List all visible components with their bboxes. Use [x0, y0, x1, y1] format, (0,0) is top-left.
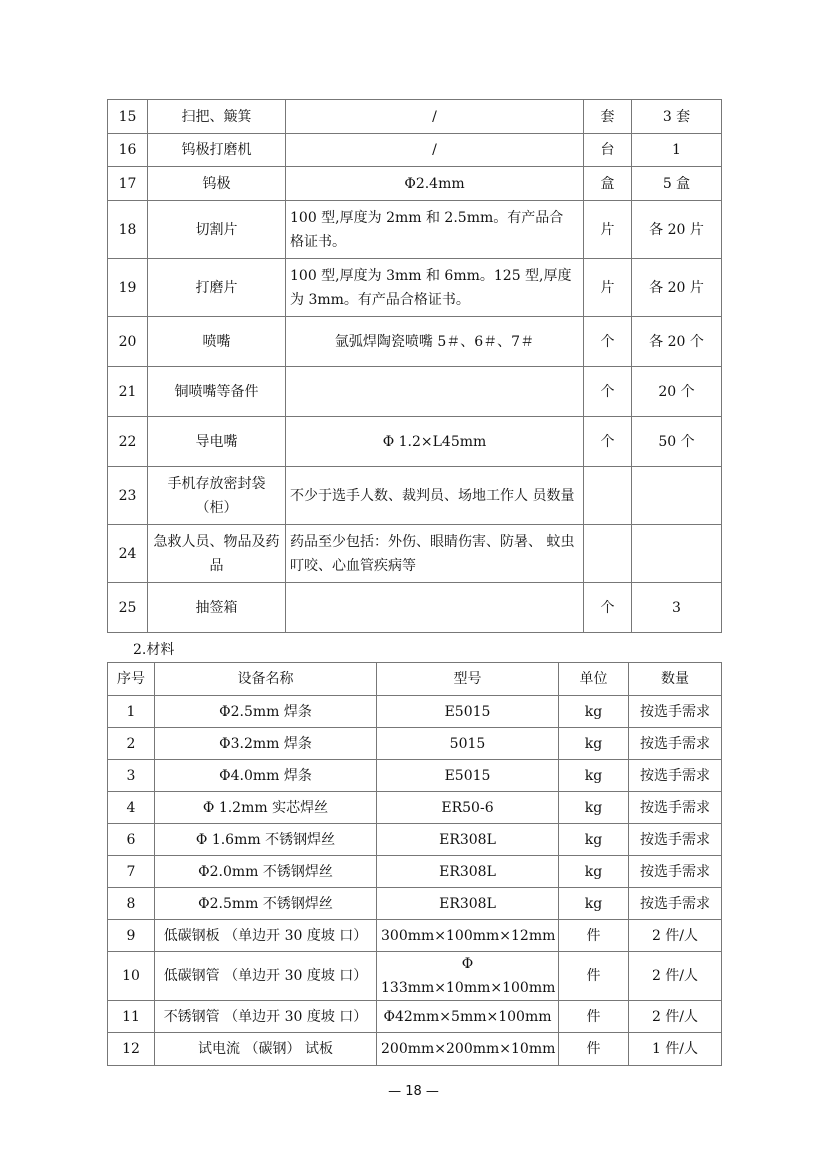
- cell-model: Φ 133mm×10mm×100mm: [377, 952, 559, 1001]
- table-row: [108, 100, 722, 134]
- cell-qty: 按选手需求: [629, 728, 722, 760]
- cell-name: 钨极打磨机: [148, 134, 286, 167]
- cell-no: 10: [108, 952, 155, 1001]
- cell-qty: 5 盒: [632, 167, 722, 201]
- cell-model: ER308L: [377, 824, 559, 856]
- cell-qty: 3: [632, 583, 722, 633]
- cell-qty: 2 件/人: [629, 1001, 722, 1033]
- cell-no: 15: [108, 100, 148, 134]
- cell-name: 打磨片: [148, 259, 286, 317]
- cell-unit: [584, 525, 632, 583]
- cell-name: 急救人员、物品及药品: [148, 525, 286, 583]
- cell-spec: 100 型,厚度为 2mm 和 2.5mm。有产品合 格证书。: [286, 201, 584, 259]
- cell-spec: [286, 583, 584, 633]
- cell-name: Φ 1.2mm 实芯焊丝: [155, 792, 377, 824]
- cell-spec: 不少于选手人数、裁判员、场地工作人 员数量: [286, 467, 584, 525]
- table-row: [108, 525, 722, 583]
- table-row: [108, 134, 722, 167]
- cell-no: 9: [108, 920, 155, 952]
- cell-name: Φ2.5mm 焊条: [155, 696, 377, 728]
- table-row: [108, 367, 722, 417]
- cell-no: 17: [108, 167, 148, 201]
- cell-unit: kg: [559, 792, 629, 824]
- cell-unit: 套: [584, 100, 632, 134]
- cell-name: 手机存放密封袋（柜）: [148, 467, 286, 525]
- cell-name: 喷嘴: [148, 317, 286, 367]
- cell-unit: 件: [559, 1033, 629, 1066]
- cell-name: Φ3.2mm 焊条: [155, 728, 377, 760]
- cell-name: 抽签箱: [148, 583, 286, 633]
- table-row: [108, 888, 722, 920]
- table-row: [108, 1001, 722, 1033]
- page-number: — 18 —: [388, 1084, 439, 1099]
- cell-qty: 1: [632, 134, 722, 167]
- cell-no: 20: [108, 317, 148, 367]
- cell-unit: kg: [559, 824, 629, 856]
- cell-name: 低碳钢板 （单边开 30 度坡 口）: [155, 920, 377, 952]
- cell-qty: 2 件/人: [629, 920, 722, 952]
- cell-unit: kg: [559, 856, 629, 888]
- cell-no: 7: [108, 856, 155, 888]
- cell-qty: 各 20 片: [632, 201, 722, 259]
- header-unit: 单位: [559, 663, 629, 696]
- header-model: 型号: [377, 663, 559, 696]
- cell-no: 1: [108, 696, 155, 728]
- table-row: [108, 824, 722, 856]
- table-row: [108, 856, 722, 888]
- cell-no: 23: [108, 467, 148, 525]
- cell-name: 钨极: [148, 167, 286, 201]
- cell-spec: Φ 1.2×L45mm: [286, 417, 584, 467]
- cell-no: 16: [108, 134, 148, 167]
- cell-name: Φ4.0mm 焊条: [155, 760, 377, 792]
- cell-no: 24: [108, 525, 148, 583]
- cell-unit: [584, 467, 632, 525]
- cell-spec: 氩弧焊陶瓷喷嘴 5＃、6＃、7＃: [286, 317, 584, 367]
- table-row: [108, 696, 722, 728]
- cell-spec: 药品至少包括：外伤、眼睛伤害、防暑、 蚊虫叮咬、心血管疾病等: [286, 525, 584, 583]
- table-row: [108, 920, 722, 952]
- cell-model: ER308L: [377, 888, 559, 920]
- cell-qty: 按选手需求: [629, 856, 722, 888]
- table-row: [108, 259, 722, 317]
- cell-unit: 台: [584, 134, 632, 167]
- cell-unit: 件: [559, 952, 629, 1001]
- cell-no: 8: [108, 888, 155, 920]
- cell-no: 4: [108, 792, 155, 824]
- cell-unit: kg: [559, 760, 629, 792]
- cell-spec: [286, 367, 584, 417]
- cell-model: ER50-6: [377, 792, 559, 824]
- table-row: [108, 417, 722, 467]
- table-row: [108, 952, 722, 1001]
- cell-qty: 按选手需求: [629, 824, 722, 856]
- cell-no: 2: [108, 728, 155, 760]
- cell-name: 不锈钢管 （单边开 30 度坡 口）: [155, 1001, 377, 1033]
- cell-qty: 3 套: [632, 100, 722, 134]
- table-row: [108, 317, 722, 367]
- cell-qty: 按选手需求: [629, 792, 722, 824]
- cell-model: ER308L: [377, 856, 559, 888]
- table-row: [108, 467, 722, 525]
- cell-name: 试电流 （碳钢） 试板: [155, 1033, 377, 1066]
- cell-qty: 按选手需求: [629, 696, 722, 728]
- cell-qty: 按选手需求: [629, 760, 722, 792]
- cell-spec: 100 型,厚度为 3mm 和 6mm。125 型,厚度 为 3mm。有产品合格证书。: [286, 259, 584, 317]
- cell-no: 21: [108, 367, 148, 417]
- cell-unit: 片: [584, 201, 632, 259]
- cell-unit: 件: [559, 1001, 629, 1033]
- cell-qty: 各 20 个: [632, 317, 722, 367]
- cell-unit: kg: [559, 696, 629, 728]
- cell-no: 19: [108, 259, 148, 317]
- materials-table: [107, 662, 722, 1066]
- table-row: [108, 728, 722, 760]
- cell-unit: kg: [559, 728, 629, 760]
- table-row: [108, 1033, 722, 1066]
- cell-qty: 50 个: [632, 417, 722, 467]
- cell-model: E5015: [377, 760, 559, 792]
- section-heading: 2.材料: [133, 642, 175, 658]
- header-name: 设备名称: [155, 663, 377, 696]
- cell-name: 切割片: [148, 201, 286, 259]
- cell-name: 扫把、簸箕: [148, 100, 286, 134]
- cell-name: 导电嘴: [148, 417, 286, 467]
- cell-model: 300mm×100mm×12mm: [377, 920, 559, 952]
- cell-qty: [632, 525, 722, 583]
- cell-qty: [632, 467, 722, 525]
- cell-unit: 盒: [584, 167, 632, 201]
- cell-no: 12: [108, 1033, 155, 1066]
- cell-name: 低碳钢管 （单边开 30 度坡 口）: [155, 952, 377, 1001]
- cell-unit: 个: [584, 417, 632, 467]
- cell-qty: 1 件/人: [629, 1033, 722, 1066]
- cell-name: Φ2.0mm 不锈钢焊丝: [155, 856, 377, 888]
- cell-qty: 各 20 片: [632, 259, 722, 317]
- cell-model: Φ42mm×5mm×100mm: [377, 1001, 559, 1033]
- header-qty: 数量: [629, 663, 722, 696]
- cell-model: E5015: [377, 696, 559, 728]
- table-row: [108, 201, 722, 259]
- header-no: 序号: [108, 663, 155, 696]
- cell-no: 22: [108, 417, 148, 467]
- cell-no: 6: [108, 824, 155, 856]
- cell-name: 铜喷嘴等备件: [148, 367, 286, 417]
- cell-no: 25: [108, 583, 148, 633]
- cell-spec: /: [286, 100, 584, 134]
- cell-name: Φ 1.6mm 不锈钢焊丝: [155, 824, 377, 856]
- table-row: [108, 167, 722, 201]
- table-row: [108, 583, 722, 633]
- cell-spec: Φ2.4mm: [286, 167, 584, 201]
- table-header-row: [108, 663, 722, 696]
- cell-unit: 件: [559, 920, 629, 952]
- cell-qty: 按选手需求: [629, 888, 722, 920]
- cell-unit: kg: [559, 888, 629, 920]
- cell-unit: 个: [584, 317, 632, 367]
- cell-unit: 个: [584, 583, 632, 633]
- cell-model: 5015: [377, 728, 559, 760]
- cell-unit: 片: [584, 259, 632, 317]
- cell-name: Φ2.5mm 不锈钢焊丝: [155, 888, 377, 920]
- cell-qty: 2 件/人: [629, 952, 722, 1001]
- table-row: [108, 792, 722, 824]
- cell-no: 18: [108, 201, 148, 259]
- cell-no: 11: [108, 1001, 155, 1033]
- cell-spec: /: [286, 134, 584, 167]
- table-row: [108, 760, 722, 792]
- equipment-table: [107, 99, 722, 633]
- cell-no: 3: [108, 760, 155, 792]
- cell-unit: 个: [584, 367, 632, 417]
- cell-qty: 20 个: [632, 367, 722, 417]
- cell-model: 200mm×200mm×10mm: [377, 1033, 559, 1066]
